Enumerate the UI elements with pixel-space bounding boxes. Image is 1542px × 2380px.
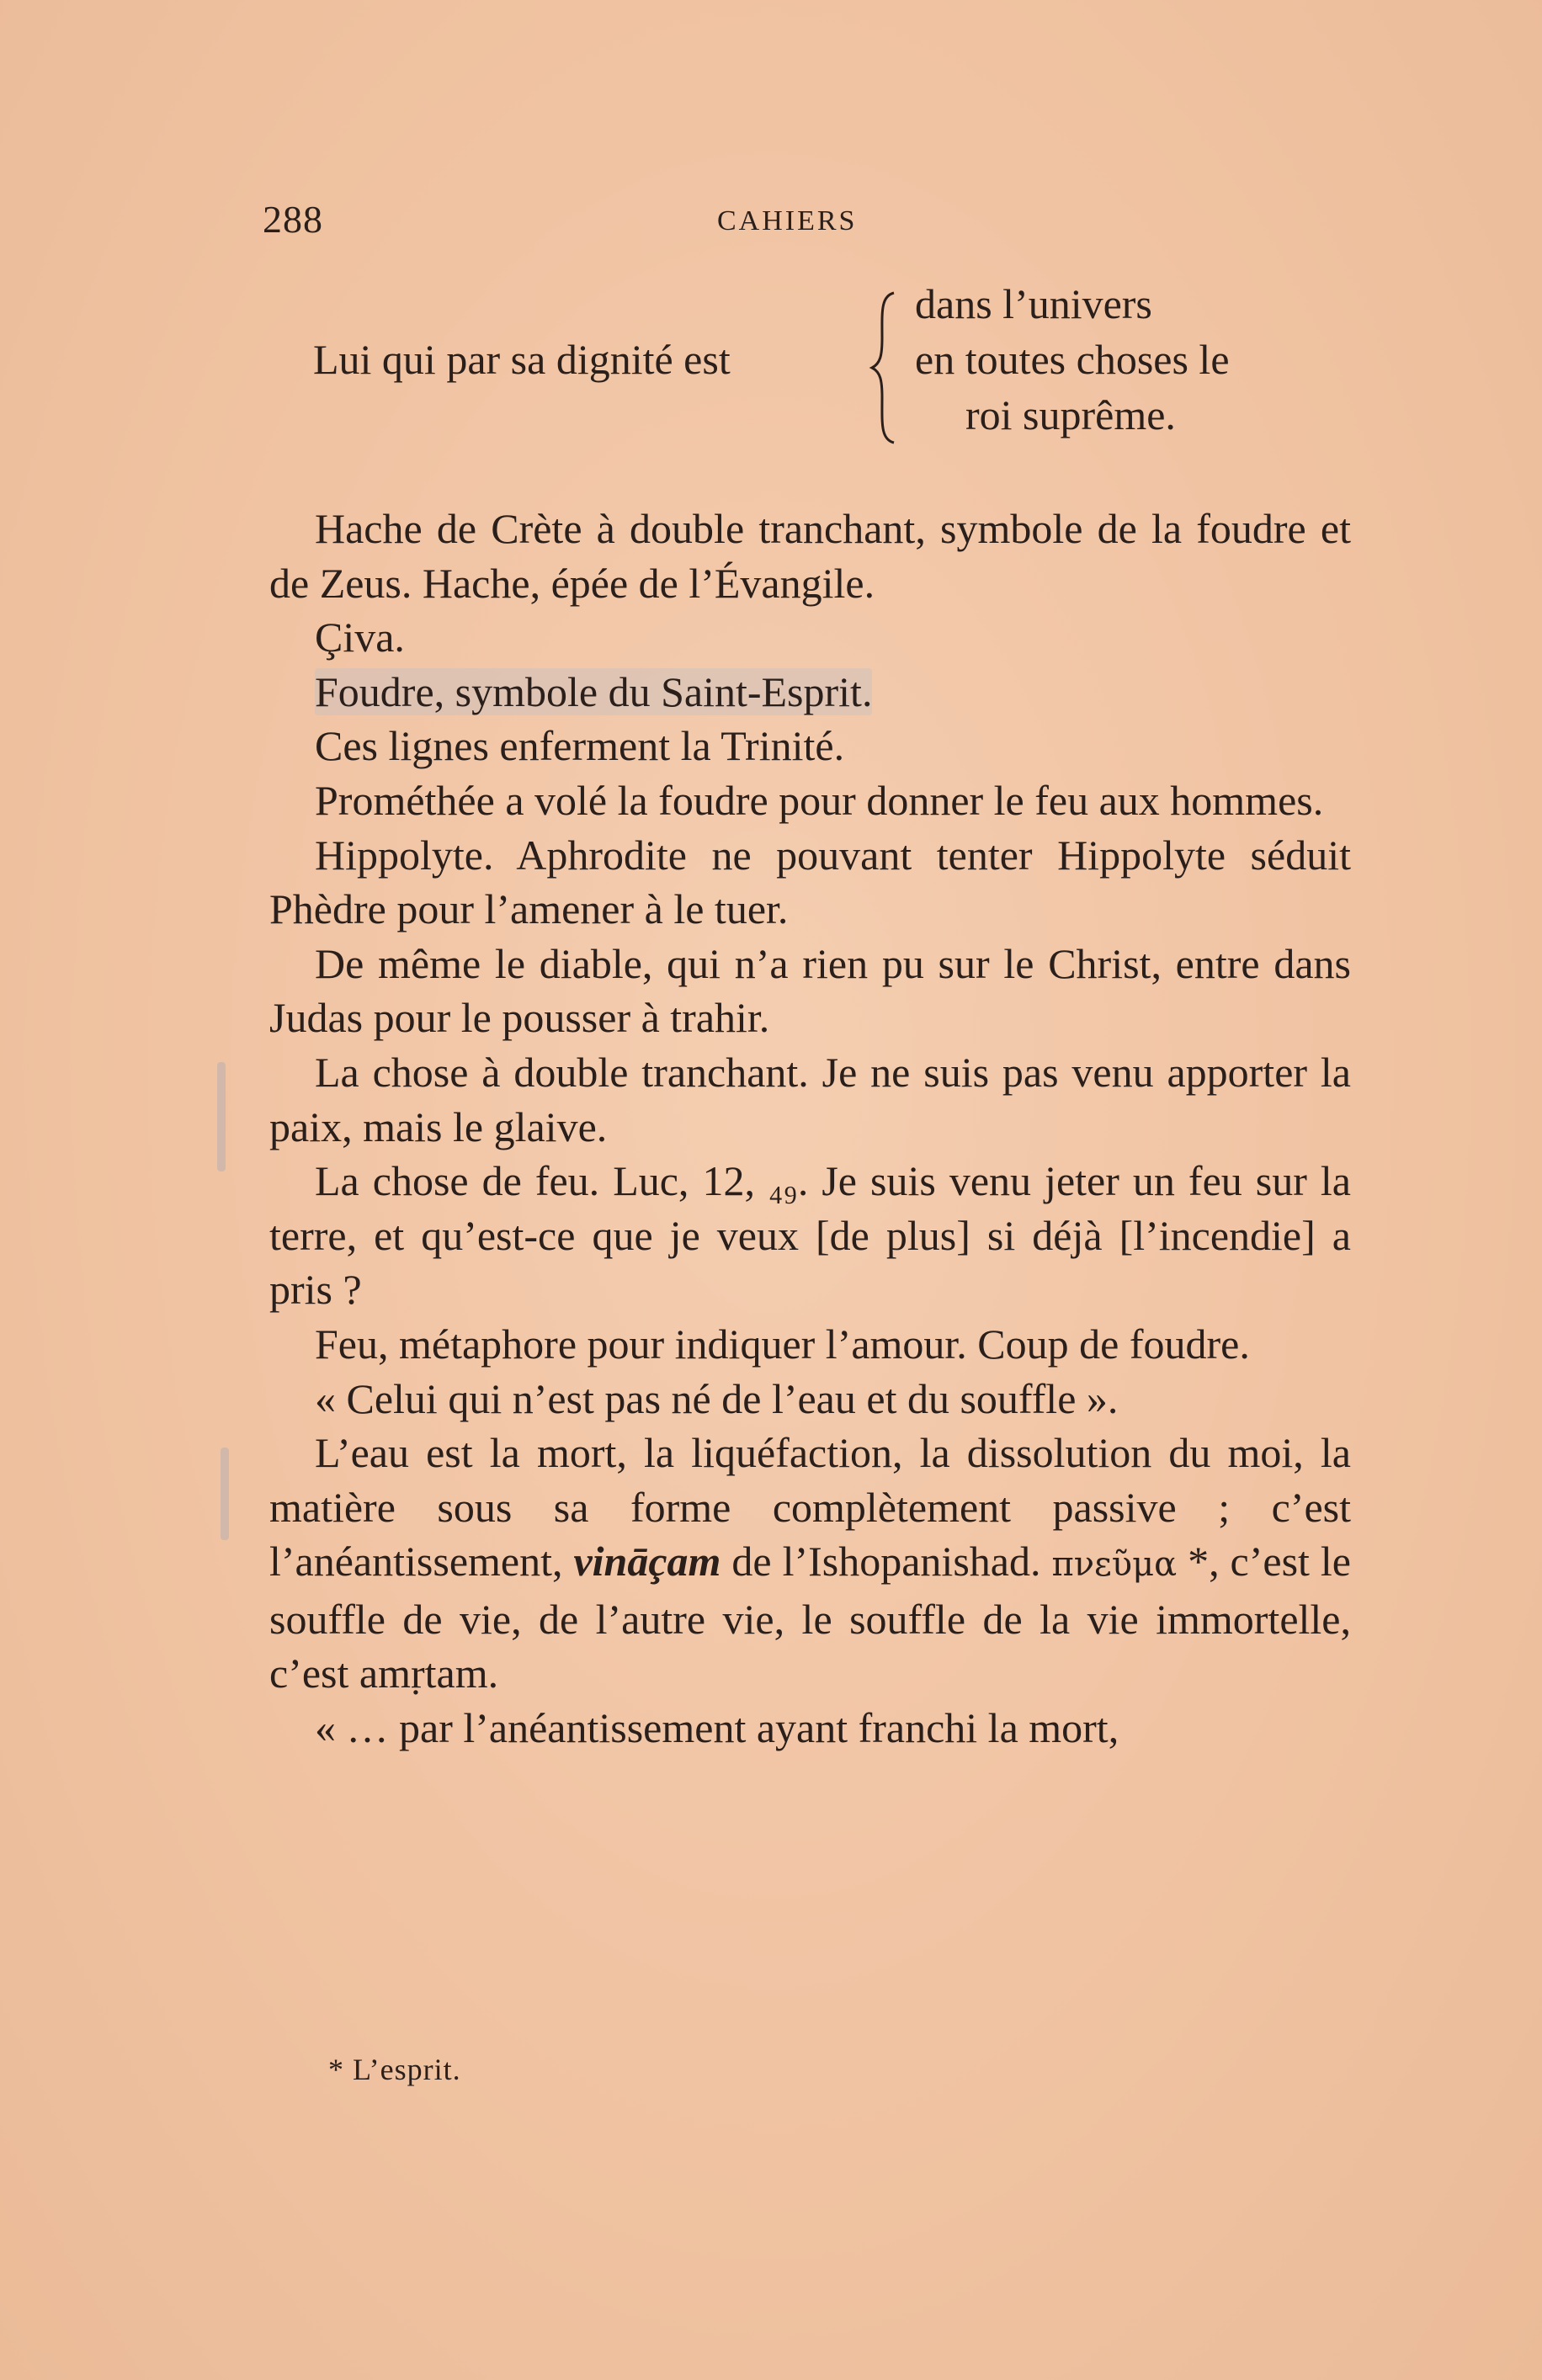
paragraph-12-after: *, c’est le souffle de vie, de l’autre vie, le souffle de la vie immortelle, c’est amṛtam. [269,1538,1351,1697]
paragraph-12 [269,1426,1351,1701]
verse-right-line-1: dans l’univers [915,280,1152,327]
paragraph-7: De même le diable, qui n’a rien pu sur le Christ, entre dans Judas pour le pousser à trahir. [269,939,1351,1042]
verse-right-lines [915,276,1230,443]
page-header [263,197,1357,247]
paragraph-5: Prométhée a volé la foudre pour donner le feu aux hommes. [315,776,1324,824]
pencil-margin-mark [221,1448,229,1540]
paragraph-13: « … par l’anéantissement ayant franchi la mort, [315,1704,1119,1752]
paragraph-12-middle: de l’Ishopanishad. [720,1538,1052,1586]
paragraph-10: Feu, métaphore pour indiquer l’amour. Coup de foudre. [315,1320,1250,1368]
highlighted-text: Foudre, symbole du Saint-Esprit. [315,667,873,715]
page-number: 288 [263,198,323,241]
verse-right-line-3: roi suprême. [965,391,1176,438]
paragraph-11: « Celui qui n’est pas né de l’eau et du souffle ». [315,1374,1119,1422]
pencil-margin-mark [217,1062,226,1171]
running-head: CAHIERS [717,205,858,236]
verse-block [263,276,1357,453]
paragraph-1: Hache de Crète à double tranchant, symbole de la foudre et de Zeus. Hache, épée de l’Évangile. [269,505,1351,607]
paragraph-6: Hippolyte. Aphrodite ne pouvant tenter Hippolyte séduit Phèdre pour l’amener à le tuer. [269,831,1351,933]
paragraph-3 [269,665,1351,720]
verse-right-line-2: en toutes choses le [915,336,1230,383]
paragraph-4: Ces lignes enferment la Trinité. [315,722,845,770]
paragraph-9: La chose de feu. Luc, 12, ₄₉. Je suis venu jeter un feu sur la terre, et qu’est-ce que je veux [de plus] si déjà [l’incendie] a pris ? [269,1157,1351,1314]
footnote: * L’esprit. [328,2053,461,2086]
curly-brace-icon [869,288,902,448]
paragraph-2: Çiva. [315,614,405,661]
paragraph-8: La chose à double tranchant. Je ne suis pas venu apporter la paix, mais le glaive. [269,1048,1351,1150]
body-text [269,502,1351,1756]
sanskrit-emphasis: vināçam [573,1538,721,1586]
paragraph-12-before: L’eau est la mort, la liquéfaction, la dissolution du moi, la matière sous sa forme complètement passive ; c’est l’anéantissement, [269,1429,1351,1586]
greek-word: πνεῦμα [1051,1545,1178,1585]
verse-left-line: Lui qui par sa dignité est [313,336,731,383]
